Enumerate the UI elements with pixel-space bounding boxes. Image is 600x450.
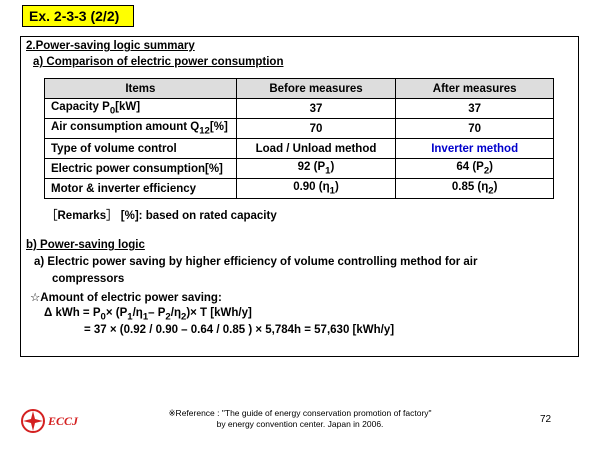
subsection-b-heading: b) Power-saving logic <box>26 239 145 251</box>
after-value: 37 <box>396 99 554 119</box>
formula-line-2: = 37 × (0.92 / 0.90 – 0.64 / 0.85 ) × 5,784h = 57,630 [kWh/y] <box>84 324 395 336</box>
table-row <box>45 159 554 179</box>
table-row <box>45 99 554 119</box>
after-value-highlight: Inverter method <box>396 139 554 159</box>
before-value: Load / Unload method <box>236 139 396 159</box>
after-value: 70 <box>396 119 554 139</box>
header-items: Items <box>45 79 237 99</box>
page-number: 72 <box>540 414 552 425</box>
row-label: Type of volume control <box>45 139 237 159</box>
after-value: 64 $(P_2)$ <box>396 159 554 179</box>
table-row <box>45 179 554 199</box>
logic-line-2: compressors <box>52 273 125 285</box>
logic-line-1: a) Electric power saving by higher efficiency of volume controlling method for air <box>34 256 478 268</box>
header-after: After measures <box>396 79 554 99</box>
saving-amount-label: ☆Amount of electric power saving: <box>30 292 222 304</box>
logo-text: ECCJ <box>48 414 79 428</box>
slide-title: Ex. 2-3-3 (2/2) <box>22 5 134 27</box>
row-label: Electric power consumption[%] <box>45 159 237 179</box>
row-label: Air consumption amount $Q_{12}[\%]$ <box>45 119 237 139</box>
after-value: 0.85 $(\eta_2)$ <box>396 179 554 199</box>
subsection-a-heading: a) Comparison of electric power consumption <box>33 56 284 68</box>
header-before: Before measures <box>236 79 396 99</box>
remarks-note: ［Remarks］ [%]: based on rated capacity <box>46 210 277 222</box>
table-row <box>45 119 554 139</box>
before-value: 70 <box>236 119 396 139</box>
table-header-row <box>45 79 554 99</box>
before-value: 37 <box>236 99 396 119</box>
comparison-table <box>44 78 554 199</box>
row-label: Capacity $P_0[kW]$ <box>45 99 237 119</box>
table-row <box>45 139 554 159</box>
formula-line-1: Δ kWh = $P_0\times (P_1/\eta_1-$ $P_2/\eta_2)\times T$ [kWh/y] <box>44 307 252 323</box>
row-label: Motor & inverter efficiency <box>45 179 237 199</box>
eccj-logo-icon <box>20 408 46 434</box>
section-heading: 2.Power-saving logic summary <box>26 40 195 52</box>
reference-footnote: ※Reference : "The guide of energy conservation promotion of factory" by energy convention center. Japan in 2006. <box>168 408 432 429</box>
before-value: 0.90 $(\eta_1)$ <box>236 179 396 199</box>
before-value: 92 $(P_1)$ <box>236 159 396 179</box>
